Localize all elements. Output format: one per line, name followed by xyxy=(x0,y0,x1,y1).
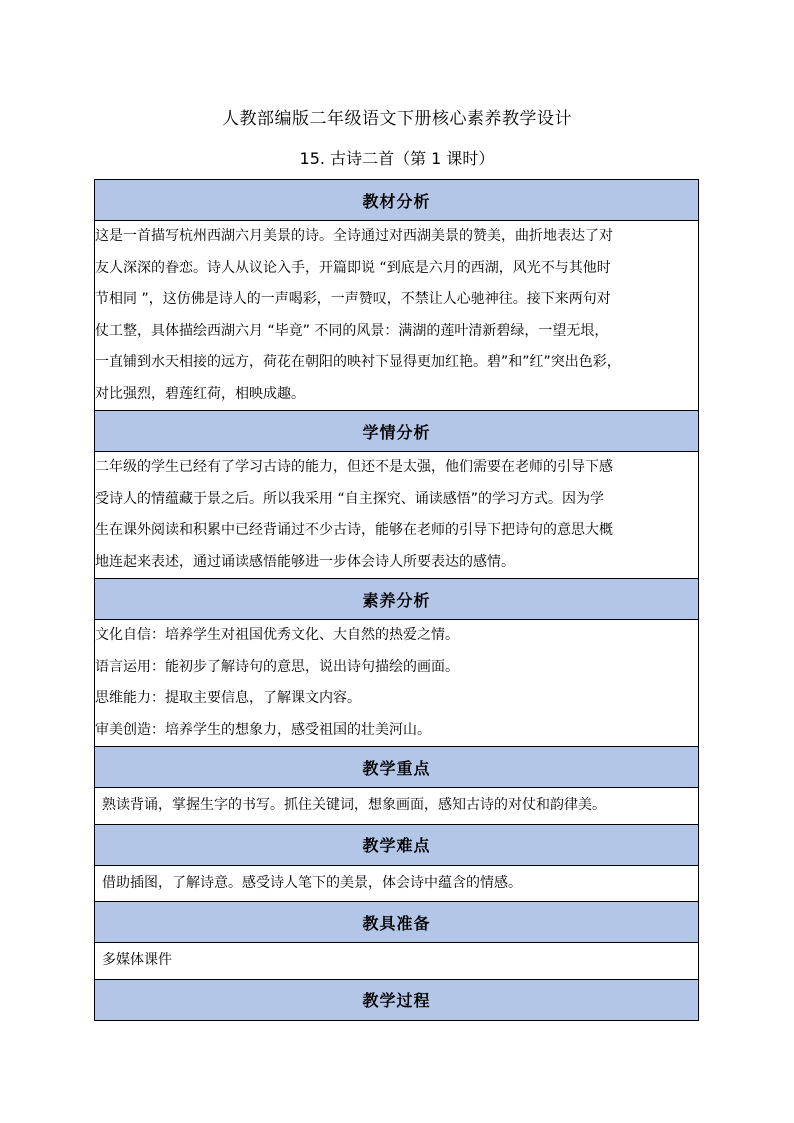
section-heading-teaching-aids: 教具准备 xyxy=(95,902,699,943)
section-heading-competency-analysis: 素养分析 xyxy=(95,579,699,620)
body-line: 这是一首描写杭州西湖六月美景的诗。全诗通过对西湖美景的赞美，曲折地表达了对 xyxy=(95,228,613,244)
section-body-learner-analysis xyxy=(95,452,699,579)
lesson-subtitle: 15. 古诗二首（第 1 课时） xyxy=(299,149,495,168)
section-header-row xyxy=(95,902,699,943)
section-header-row xyxy=(95,411,699,452)
body-line: 借助插图，了解诗意。感受诗人笔下的美景，体会诗中蕴含的情感。 xyxy=(102,874,522,891)
section-heading-textbook-analysis: 教材分析 xyxy=(95,180,699,221)
body-line: 熟读背诵，掌握生字的书写。抓住关键词，想象画面，感知古诗的对仗和韵律美。 xyxy=(102,797,606,813)
body-line: 节相同 ”，这仿佛是诗人的一声喝彩，一声赞叹，不禁让人心驰神往。接下来两句对 xyxy=(95,291,611,307)
section-body-row xyxy=(95,788,699,825)
section-body-competency-analysis xyxy=(95,620,699,747)
section-heading-learner-analysis: 学情分析 xyxy=(95,411,699,452)
body-line: 思维能力：提取主要信息，了解课文内容。 xyxy=(95,690,361,706)
section-body-key-points xyxy=(95,788,699,825)
section-heading-difficult-points: 教学难点 xyxy=(95,824,699,865)
body-line: 生在课外阅读和积累中已经背诵过不少古诗，能够在老师的引导下把诗句的意思大概 xyxy=(95,522,613,538)
section-header-row xyxy=(95,824,699,865)
body-line: 语言运用：能初步了解诗句的意思，说出诗句描绘的画面。 xyxy=(95,658,459,675)
body-line: 仗工整，具体描绘西湖六月 “毕竟” 不同的风景：满湖的莲叶清新碧绿，一望无垠， xyxy=(95,322,609,339)
section-heading-teaching-process: 教学过程 xyxy=(95,979,699,1020)
body-line: 审美创造：培养学生的想象力，感受祖国的壮美河山。 xyxy=(95,721,431,738)
section-body-textbook-analysis xyxy=(95,221,699,411)
section-header-row xyxy=(95,979,699,1020)
section-header-row xyxy=(95,180,699,221)
body-line: 对比强烈，碧莲红荷，相映成趣。 xyxy=(95,385,305,402)
section-body-row xyxy=(95,943,699,980)
section-body-teaching-aids xyxy=(95,943,699,980)
body-line: 地连起来表述，通过诵读感悟能够进一步体会诗人所要表达的感情。 xyxy=(95,553,515,570)
section-body-row xyxy=(95,620,699,747)
document-title: 人教部编版二年级语文下册核心素养教学设计 xyxy=(222,109,572,129)
section-body-row xyxy=(95,452,699,579)
section-heading-key-points: 教学重点 xyxy=(95,747,699,788)
section-body-difficult-points xyxy=(95,865,699,902)
section-header-row xyxy=(95,747,699,788)
body-line: 一直铺到水天相接的远方，荷花在朝阳的映衬下显得更加红艳。碧”和”红”突出色彩， xyxy=(95,354,621,370)
body-line: 二年级的学生已经有了学习古诗的能力，但还不是太强，他们需要在老师的引导下感 xyxy=(95,459,613,475)
body-line: 多媒体课件 xyxy=(102,952,172,968)
section-body-row xyxy=(95,221,699,411)
body-line: 文化自信：培养学生对祖国优秀文化、大自然的热爱之情。 xyxy=(95,627,459,643)
body-line: 友人深深的眷恋。诗人从议论入手，开篇即说 “到底是六月的西湖，风光不与其他时 xyxy=(95,259,611,276)
body-line: 受诗人的情蕴藏于景之后。所以我采用 “自主探究、诵读感悟”的学习方式。因为学 xyxy=(95,490,604,507)
lesson-plan-table xyxy=(94,179,699,1021)
section-header-row xyxy=(95,579,699,620)
section-body-row xyxy=(95,865,699,902)
